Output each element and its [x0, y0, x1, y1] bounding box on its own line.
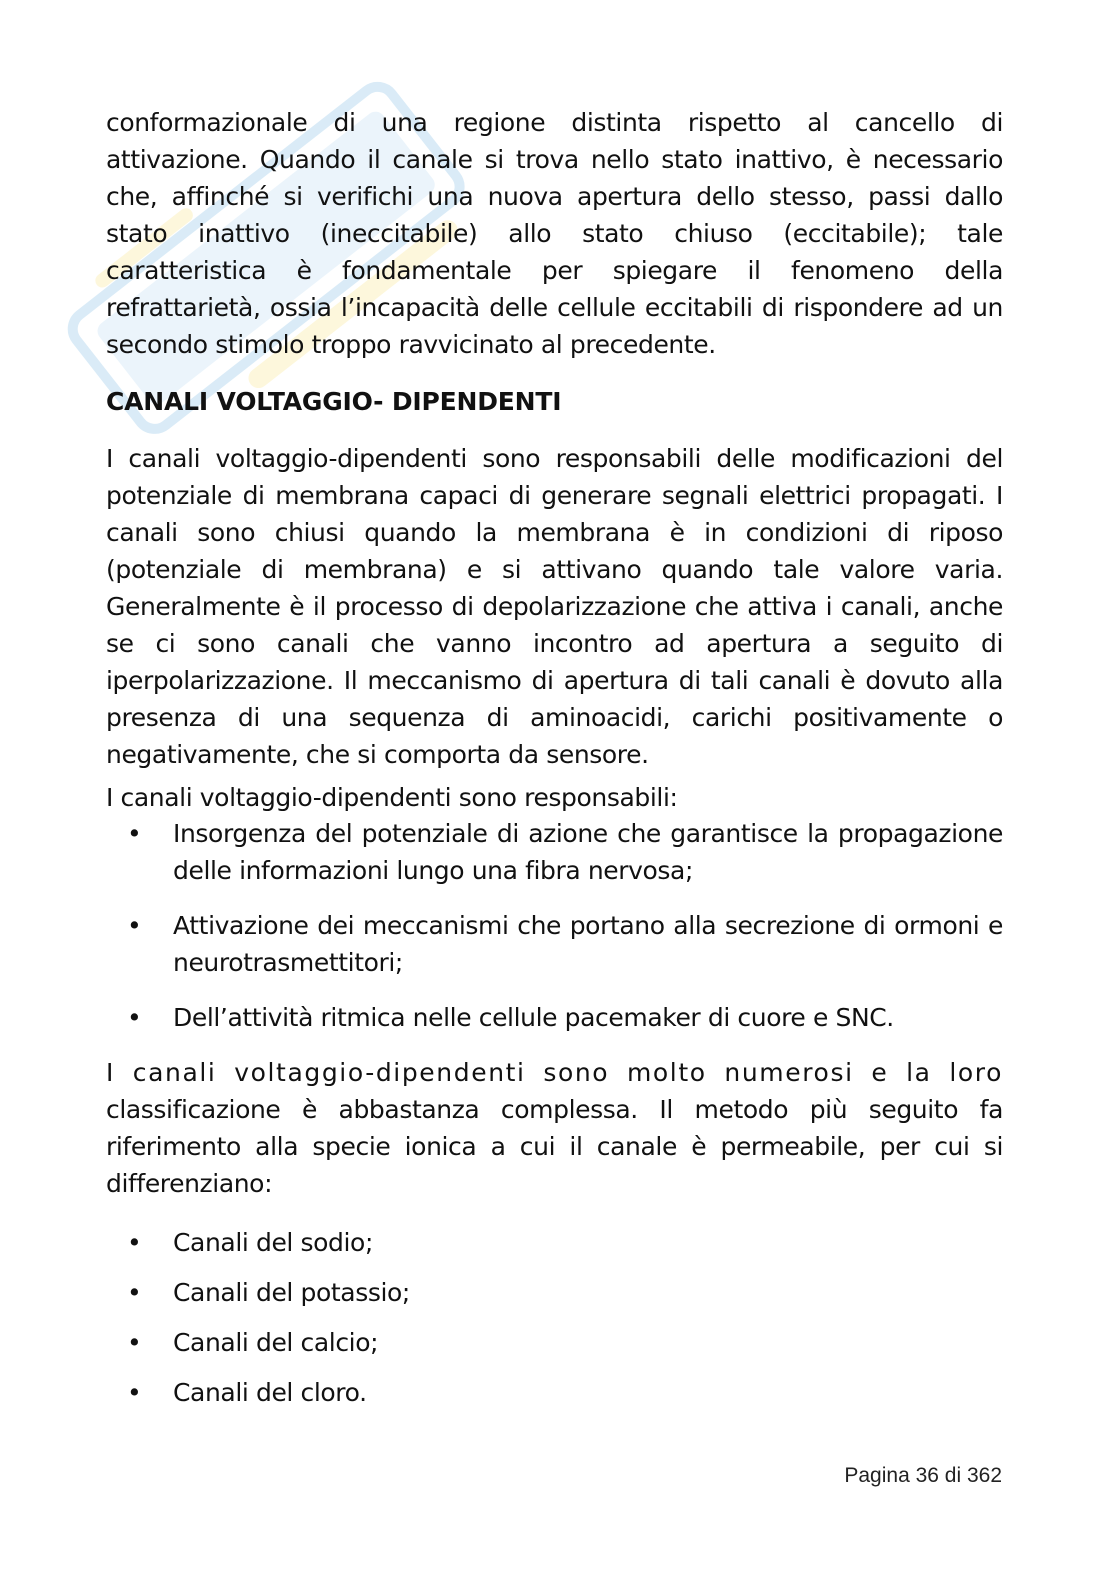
- bullet-icon: •: [127, 819, 142, 848]
- list-item: [106, 1274, 1003, 1311]
- bullet-icon: •: [127, 1378, 142, 1407]
- list-item: [106, 999, 1003, 1036]
- list-item: [106, 1224, 1003, 1261]
- channel-types-list: [106, 1224, 1003, 1411]
- list-item: [106, 907, 1003, 981]
- bullet-icon: •: [127, 911, 142, 940]
- list-item: [106, 1374, 1003, 1411]
- bullet-icon: •: [127, 1003, 142, 1032]
- list-item-text: Canali del potassio;: [173, 1278, 410, 1307]
- list-item-text: Insorgenza del potenziale di azione che garantisce la propagazione delle informazioni lungo una fibra nervosa;: [173, 819, 1003, 885]
- bullet-icon: •: [127, 1278, 142, 1307]
- intro-paragraph: conformazionale di una regione distinta rispetto al cancello di attivazione. Quando il canale si trova nello stato inattivo, è necessario che, affinché si verifichi una nuova apertura dello stesso, passi dallo stato inattivo (ineccitabile) allo stato chiuso (eccitabile); tale caratteristica è fondamentale per spiegare il fenomeno della refrattarietà, ossia l’incapacità delle cellule eccitabili di rispondere ad un secondo stimolo troppo ravvicinato al precedente.: [106, 108, 1003, 359]
- paragraph-voltage-gated: I canali voltaggio-dipendenti sono responsabili delle modificazioni del potenziale di membrana capaci di generare segnali elettrici propagati. I canali sono chiusi quando la membrana è in condizioni di riposo (potenziale di membrana) e si attivano quando tale valore varia. Generalmente è il processo di depolarizzazione che attiva i canali, anche se ci sono canali che vanno incontro ad apertura a seguito di iperpolarizzazione. Il meccanismo di apertura di tali canali è dovuto alla presenza di una sequenza di aminoacidi, carichi positivamente o negativamente, che si comporta da sensore.: [106, 444, 1003, 769]
- list-item-text: Attivazione dei meccanismi che portano alla secrezione di ormoni e neurotrasmettitori;: [173, 911, 1003, 977]
- bullet-icon: •: [127, 1328, 142, 1357]
- paragraph-classification-rest: classificazione è abbastanza complessa. Il metodo più seguito fa riferimento alla specie ionica a cui il canale è permeabile, per cui si differenziano:: [106, 1095, 1003, 1198]
- list-item: [106, 815, 1003, 889]
- section-title: CANALI VOLTAGGIO- DIPENDENTI: [106, 387, 562, 416]
- list-item-text: Canali del calcio;: [173, 1328, 379, 1357]
- page-content: [106, 104, 1003, 1411]
- list-item: [106, 1324, 1003, 1361]
- responsibilities-list: [106, 815, 1003, 1036]
- list-item-text: Dell’attività ritmica nelle cellule pacemaker di cuore e SNC.: [173, 1003, 894, 1032]
- page-number: Pagina 36 di 362: [844, 1464, 1002, 1487]
- paragraph-classification: [106, 1054, 1003, 1202]
- list-item-text: Canali del cloro.: [173, 1378, 367, 1407]
- paragraph-classification-line1: I canali voltaggio-dipendenti sono molto numerosi e la loro: [106, 1058, 1003, 1087]
- paragraph-responsibilities-intro: I canali voltaggio-dipendenti sono responsabili:: [106, 783, 678, 812]
- bullet-icon: •: [127, 1228, 142, 1257]
- list-item-text: Canali del sodio;: [173, 1228, 373, 1257]
